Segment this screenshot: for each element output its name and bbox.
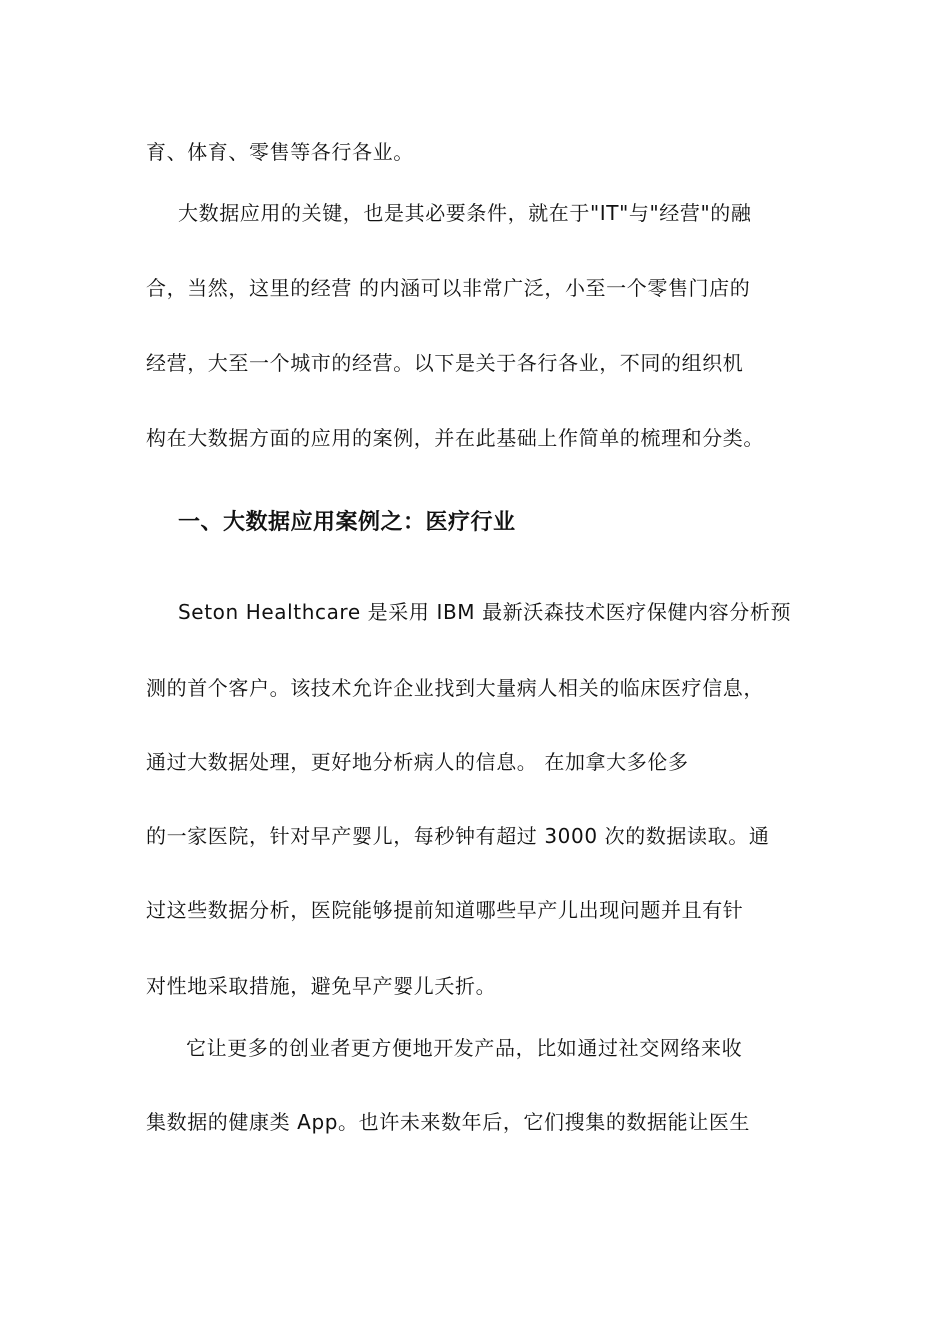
text-line: 育、体育、零售等各行各业。	[146, 140, 414, 164]
text-line: 的一家医院，针对早产婴儿，每秒钟有超过 3000 次的数据读取。通	[146, 824, 770, 848]
text-line: 通过大数据处理，更好地分析病人的信息。 在加拿大多伦多	[146, 750, 689, 774]
text-line: 经营，大至一个城市的经营。以下是关于各行各业，不同的组织机	[146, 351, 744, 375]
text-line: 测的首个客户。该技术允许企业找到大量病人相关的临床医疗信息，	[146, 676, 764, 700]
text-line: 集数据的健康类 App。也许未来数年后，它们搜集的数据能让医生	[146, 1110, 751, 1134]
text-line: 它让更多的创业者更方便地开发产品，比如通过社交网络来收	[186, 1036, 743, 1060]
text-line: 合，当然，这里的经营 的内涵可以非常广泛，小至一个零售门店的	[146, 276, 751, 300]
text-line: 构在大数据方面的应用的案例，并在此基础上作简单的梳理和分类。	[146, 426, 764, 450]
text-line: 过这些数据分析，医院能够提前知道哪些早产儿出现问题并且有针	[146, 898, 744, 922]
section-heading: 一、大数据应用案例之：医疗行业	[178, 510, 516, 535]
text-line: 对性地采取措施，避免早产婴儿夭折。	[146, 974, 497, 998]
text-line: 大数据应用的关键，也是其必要条件，就在于"IT"与"经营"的融	[178, 201, 752, 225]
text-line: Seton Healthcare 是采用 IBM 最新沃森技术医疗保健内容分析预	[178, 600, 792, 624]
